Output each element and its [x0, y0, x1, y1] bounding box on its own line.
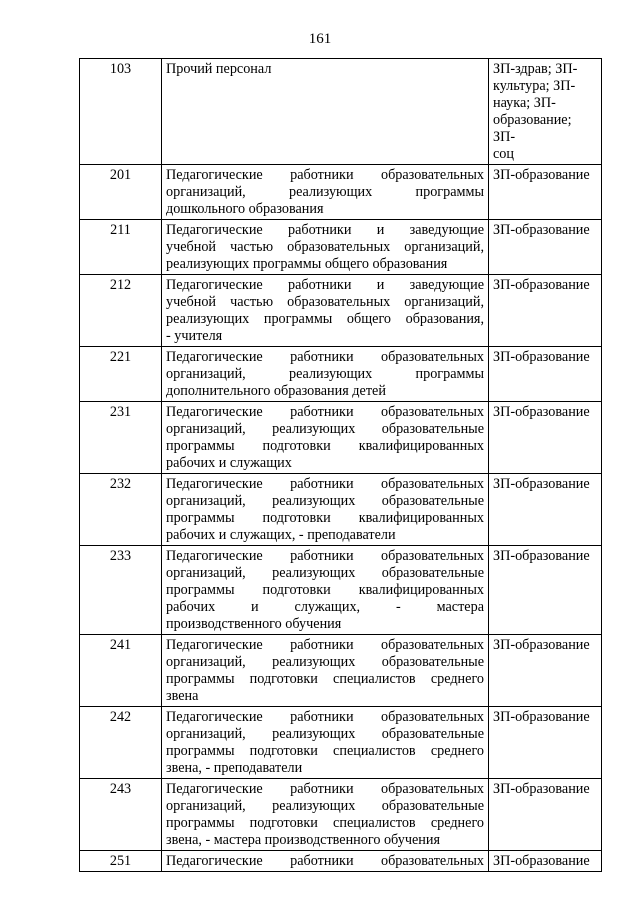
category-line: ЗП-образование: [493, 709, 590, 725]
row-code: 232: [80, 474, 162, 546]
category-line: ЗП-образование: [493, 781, 590, 797]
description-line: программы подготовки квалифицированных: [166, 438, 484, 454]
row-category: [489, 347, 602, 402]
category-line: ЗП-образование: [493, 349, 590, 365]
table-row: [80, 779, 602, 851]
description-line: звена, - мастера производственного обучения: [166, 832, 440, 848]
row-description: [162, 546, 489, 635]
description-line: рабочих и служащих, - преподаватели: [166, 527, 396, 543]
row-code: 251: [80, 851, 162, 872]
description-line: Педагогические работники образовательных: [166, 781, 484, 797]
description-line: Педагогические работники образовательных: [166, 167, 484, 183]
description-line: Педагогические работники образовательных: [166, 548, 484, 564]
description-line: программы подготовки специалистов среднего: [166, 743, 484, 759]
description-line: программы подготовки квалифицированных: [166, 582, 484, 598]
table-body: [80, 59, 602, 872]
category-line: ЗП-образование: [493, 476, 590, 492]
row-code: 243: [80, 779, 162, 851]
description-line: - учителя: [166, 328, 223, 344]
description-line: программы подготовки специалистов среднего: [166, 671, 484, 687]
description-line: Педагогические работники образовательных: [166, 476, 484, 492]
table-row: [80, 851, 602, 872]
category-line: ЗП-образование: [493, 637, 590, 653]
description-line: учебной частью образовательных организаций,: [166, 294, 484, 310]
row-code: 242: [80, 707, 162, 779]
table-row: [80, 474, 602, 546]
description-line: дошкольного образования: [166, 201, 324, 217]
category-line: ЗП-образование: [493, 404, 590, 420]
description-line: рабочих и служащих, - мастера: [166, 599, 484, 615]
description-line: Педагогические работники и заведующие: [166, 277, 484, 293]
row-category: [489, 402, 602, 474]
row-category: [489, 851, 602, 872]
description-line: Педагогические работники образовательных: [166, 853, 484, 869]
description-line: звена: [166, 688, 199, 704]
table-row: [80, 59, 602, 165]
description-line: реализующих программы общего образования: [166, 256, 448, 272]
category-line: ЗП-образование: [493, 853, 590, 869]
category-line: ЗП-здрав; ЗП-: [493, 61, 578, 77]
table-row: [80, 220, 602, 275]
row-code: 233: [80, 546, 162, 635]
description-line: организаций, реализующих образовательные: [166, 726, 484, 742]
row-description: [162, 220, 489, 275]
row-description: [162, 779, 489, 851]
description-line: организаций, реализующих образовательные: [166, 421, 484, 437]
row-description: [162, 474, 489, 546]
row-description: [162, 707, 489, 779]
category-line: ЗП-образование: [493, 277, 590, 293]
row-category: [489, 635, 602, 707]
row-code: 211: [80, 220, 162, 275]
description-line: Педагогические работники образовательных: [166, 637, 484, 653]
description-line: Педагогические работники образовательных: [166, 349, 484, 365]
row-description: [162, 851, 489, 872]
row-description: [162, 275, 489, 347]
row-category: [489, 707, 602, 779]
row-category: [489, 474, 602, 546]
row-description: [162, 165, 489, 220]
row-description: [162, 347, 489, 402]
row-description: [162, 635, 489, 707]
row-code: 103: [80, 59, 162, 165]
description-line: организаций, реализующих образовательные: [166, 565, 484, 581]
description-line: организаций, реализующих программы: [166, 184, 484, 200]
table-row: [80, 275, 602, 347]
row-code: 212: [80, 275, 162, 347]
description-line: Педагогические работники и заведующие: [166, 222, 484, 238]
description-line: Прочий персонал: [166, 61, 272, 77]
row-description: [162, 402, 489, 474]
table-row: [80, 707, 602, 779]
category-line: культура; ЗП-: [493, 78, 576, 94]
description-line: Педагогические работники образовательных: [166, 404, 484, 420]
description-line: производственного обучения: [166, 616, 342, 632]
personnel-category-table: [79, 58, 602, 872]
description-line: организаций, реализующих образовательные: [166, 654, 484, 670]
row-category: [489, 165, 602, 220]
row-code: 241: [80, 635, 162, 707]
row-category: [489, 546, 602, 635]
description-line: программы подготовки квалифицированных: [166, 510, 484, 526]
table-row: [80, 635, 602, 707]
row-code: 201: [80, 165, 162, 220]
description-line: рабочих и служащих: [166, 455, 292, 471]
category-line: соц: [493, 146, 514, 162]
description-line: реализующих программы общего образования,: [166, 311, 484, 327]
description-line: организаций, реализующих образовательные: [166, 493, 484, 509]
description-line: учебной частью образовательных организаций,: [166, 239, 484, 255]
row-code: 221: [80, 347, 162, 402]
description-line: организаций, реализующих образовательные: [166, 798, 484, 814]
row-code: 231: [80, 402, 162, 474]
category-line: ЗП-образование: [493, 548, 590, 564]
table-row: [80, 402, 602, 474]
row-category: [489, 779, 602, 851]
row-category: [489, 275, 602, 347]
table-row: [80, 347, 602, 402]
description-line: организаций, реализующих программы: [166, 366, 484, 382]
row-category: [489, 220, 602, 275]
row-category: [489, 59, 602, 165]
page-number: 161: [308, 31, 332, 47]
category-line: ЗП-образование: [493, 167, 590, 183]
category-line: наука; ЗП-: [493, 95, 556, 111]
description-line: дополнительного образования детей: [166, 383, 386, 399]
description-line: звена, - преподаватели: [166, 760, 303, 776]
category-line: образование; ЗП-: [493, 112, 572, 145]
description-line: Педагогические работники образовательных: [166, 709, 484, 725]
table-row: [80, 165, 602, 220]
description-line: программы подготовки специалистов среднего: [166, 815, 484, 831]
row-description: [162, 59, 489, 165]
category-line: ЗП-образование: [493, 222, 590, 238]
table-row: [80, 546, 602, 635]
